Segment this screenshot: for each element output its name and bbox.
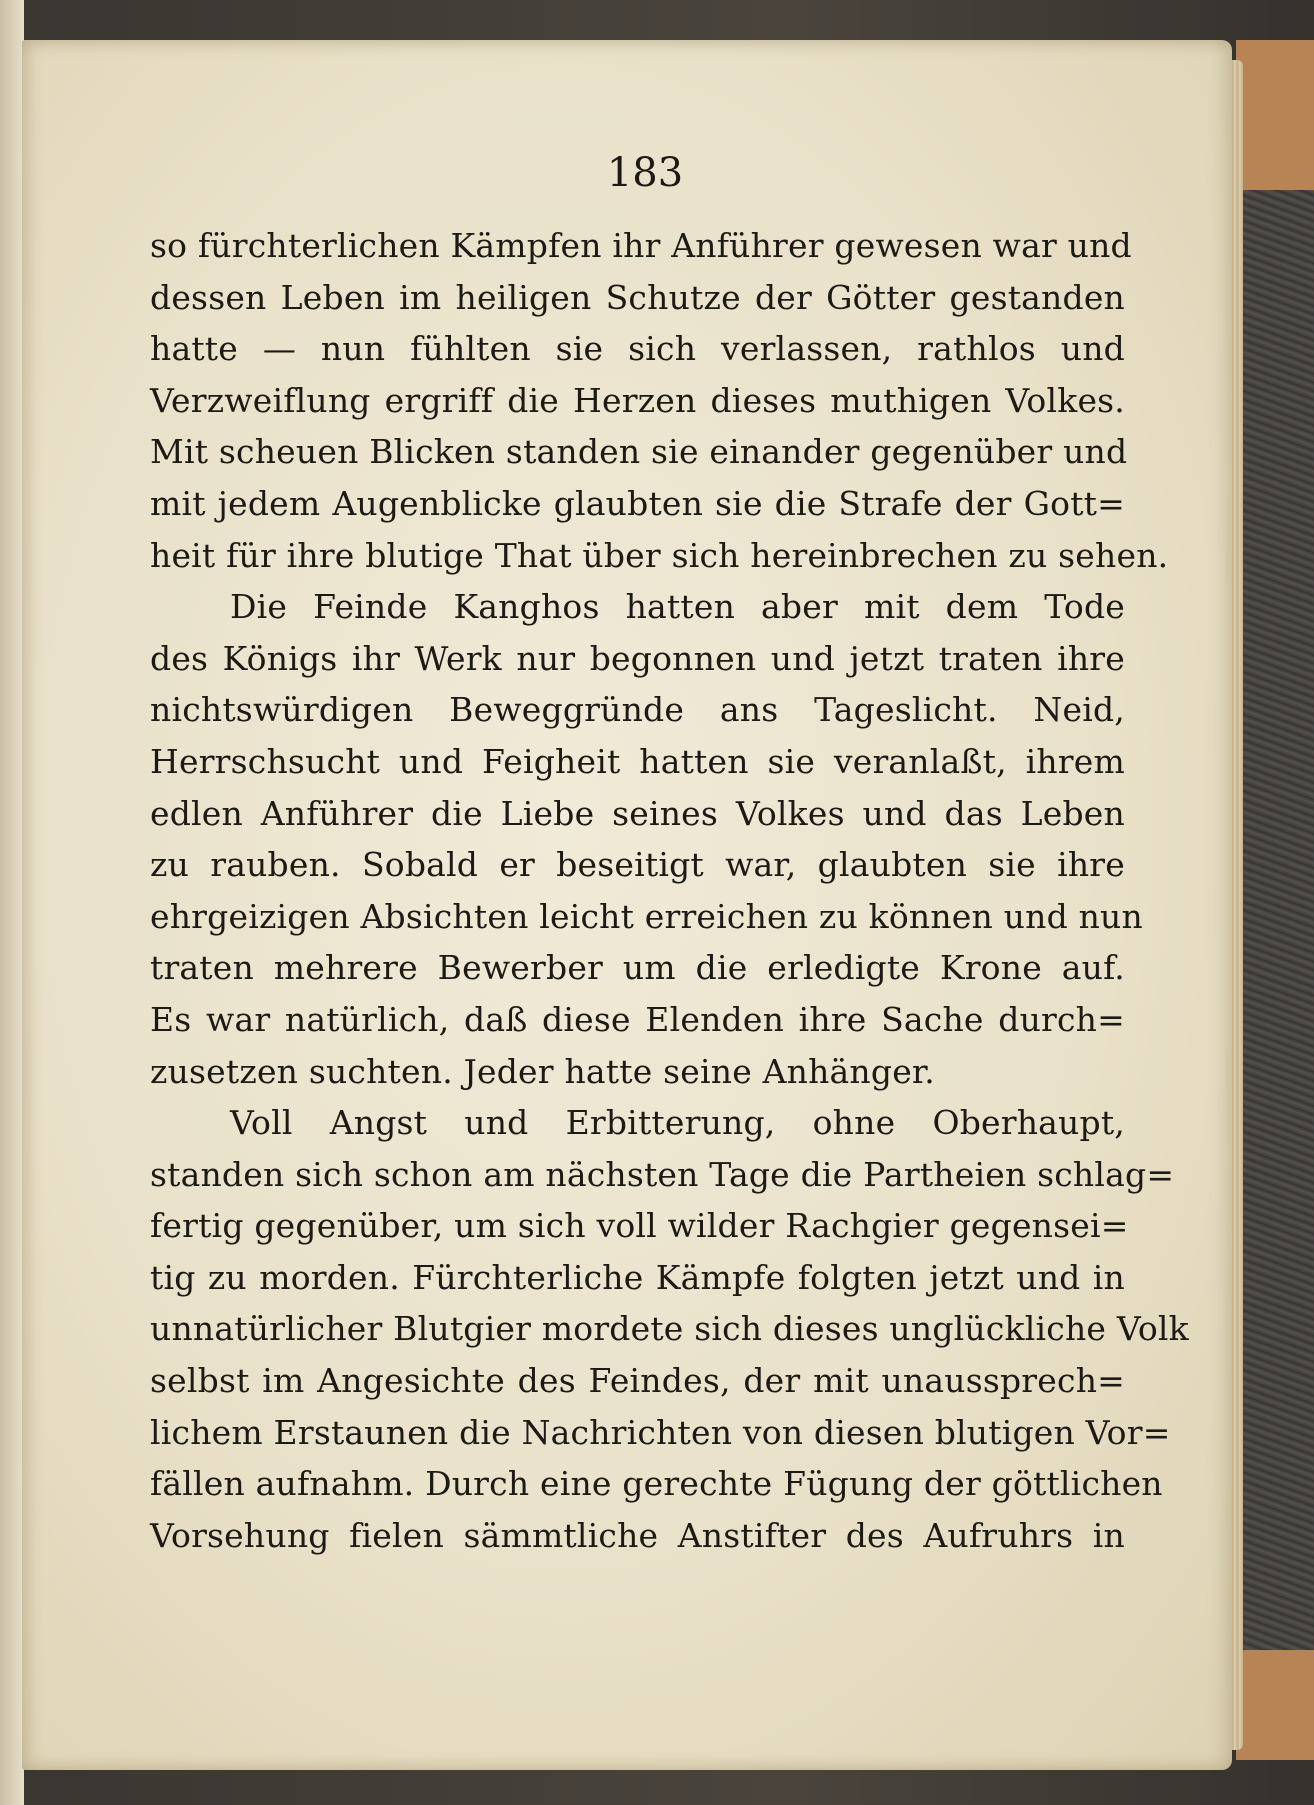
text-line: standen sich schon am nächsten Tage die Partheien schlag= <box>150 1154 1175 1194</box>
text-line: Mit scheuen Blicken standen sie einander gegenüber und <box>150 432 1128 472</box>
text-line: traten mehrere Bewerber um die erledigte Krone auf. <box>150 948 1125 988</box>
text-line: hatte — nun fühlten sie sich verlassen, rathlos und <box>150 329 1125 369</box>
text-line: ehrgeizigen Absichten leicht erreichen zu können und nun <box>150 896 1143 936</box>
text-line: fertig gegenüber, um sich voll wilder Rachgier gegensei= <box>150 1206 1129 1246</box>
text-line: selbst im Angesichte des Feindes, der mit unaussprech= <box>150 1361 1125 1401</box>
cover-binding <box>1236 190 1314 1750</box>
text-line: zu rauben. Sobald er beseitigt war, glaubten sie ihre <box>150 845 1125 885</box>
text-line: nichtswürdigen Beweggründe ans Tageslicht. Neid, <box>150 690 1125 730</box>
cover-corner-bottom <box>1236 1650 1314 1760</box>
paragraph-start-line: Die Feinde Kanghos hatten aber mit dem Tode <box>230 587 1125 627</box>
text-line: zusetzen suchten. Jeder hatte seine Anhänger. <box>150 1051 935 1091</box>
text-line: fällen aufnahm. Durch eine gerechte Fügung der göttlichen <box>150 1464 1163 1504</box>
text-line: Herrschsucht und Feigheit hatten sie veranlaßt, ihrem <box>150 741 1125 781</box>
text-line: heit für ihre blutige That über sich hereinbrechen zu sehen. <box>150 535 1169 575</box>
cover-corner-top <box>1236 40 1314 190</box>
text-line: tig zu morden. Fürchterliche Kämpfe folgten jetzt und in <box>150 1257 1125 1297</box>
text-line: so fürchterlichen Kämpfen ihr Anführer gewesen war und <box>150 226 1132 265</box>
text-line: dessen Leben im heiligen Schutze der Götter gestanden <box>150 277 1125 317</box>
body-text <box>150 220 1189 1561</box>
text-line: Es war natürlich, daß diese Elenden ihre Sache durch= <box>150 999 1125 1039</box>
text-line: edlen Anführer die Liebe seines Volkes und das Leben <box>150 793 1125 833</box>
text-line: des Königs ihr Werk nur begonnen und jetzt traten ihre <box>150 638 1125 678</box>
text-line: Vorsehung fielen sämmtliche Anstifter des Aufruhrs in <box>150 1515 1125 1555</box>
page-number: 183 <box>606 150 684 196</box>
text-line: unnatürlicher Blutgier mordete sich dieses unglückliche Volk <box>150 1309 1189 1349</box>
text-line: Verzweiflung ergriff die Herzen dieses muthigen Volkes. <box>150 380 1125 420</box>
text-line: lichem Erstaunen die Nachrichten von diesen blutigen Vor= <box>150 1412 1171 1452</box>
paragraph-start-line: Voll Angst und Erbitterung, ohne Oberhaupt, <box>230 1103 1125 1143</box>
facing-page-edge <box>0 0 24 1805</box>
text-line: mit jedem Augenblicke glaubten sie die Strafe der Gott= <box>150 483 1125 523</box>
